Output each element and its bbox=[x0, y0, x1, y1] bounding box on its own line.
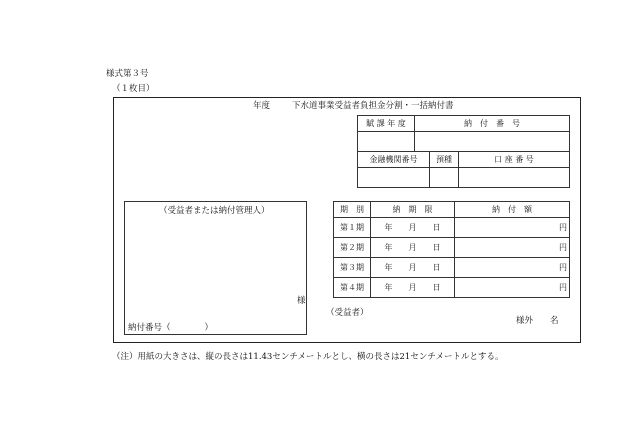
payer-honorific: 様 bbox=[297, 296, 306, 306]
form-frame bbox=[113, 97, 581, 343]
form-title: 下水道事業受益者負担金分割・一括納付書 bbox=[292, 101, 454, 111]
levy-table bbox=[357, 115, 570, 152]
beneficiary-others: 様外 名 bbox=[516, 316, 559, 326]
payment-number-label: 納付番号（ ） bbox=[128, 323, 214, 333]
bank-number-header: 金融機関番号 bbox=[358, 152, 430, 168]
due-date-header: 納 期 限 bbox=[371, 202, 455, 218]
amount-cell[interactable]: 円 bbox=[455, 218, 570, 238]
due-date-cell: 年 月 日 bbox=[371, 238, 455, 258]
period-table bbox=[333, 201, 570, 298]
due-date-cell: 年 月 日 bbox=[371, 218, 455, 238]
fiscal-year-label: 年度 bbox=[253, 101, 271, 111]
due-date-cell: 年 月 日 bbox=[371, 258, 455, 278]
size-note: （注）用紙の大きさは、縦の長さは11.43センチメートルとし、横の長さは21センチメートルとする。 bbox=[112, 352, 504, 362]
period-header: 期 別 bbox=[334, 202, 371, 218]
period-cell: 第４期 bbox=[334, 278, 371, 298]
payment-number-header: 納 付 番 号 bbox=[415, 116, 570, 132]
amount-header: 納 付 額 bbox=[455, 202, 570, 218]
period-cell: 第２期 bbox=[334, 238, 371, 258]
beneficiary-label: （受益者） bbox=[326, 308, 369, 318]
period-cell: 第３期 bbox=[334, 258, 371, 278]
due-date-cell: 年 月 日 bbox=[371, 278, 455, 298]
levy-year-cell[interactable] bbox=[358, 132, 415, 152]
payer-heading: （受益者または納付管理人） bbox=[159, 206, 270, 216]
amount-cell[interactable]: 円 bbox=[455, 238, 570, 258]
bank-table bbox=[357, 151, 570, 188]
payment-number-cell[interactable] bbox=[415, 132, 570, 152]
form-number: 様式第３号 bbox=[106, 69, 149, 79]
amount-cell[interactable]: 円 bbox=[455, 258, 570, 278]
copy-label: （１枚目） bbox=[112, 84, 155, 94]
account-number-header: 口 座 番 号 bbox=[459, 152, 570, 168]
account-number-cell[interactable] bbox=[459, 168, 570, 188]
period-cell: 第１期 bbox=[334, 218, 371, 238]
deposit-type-cell[interactable] bbox=[430, 168, 459, 188]
amount-cell[interactable]: 円 bbox=[455, 278, 570, 298]
bank-number-cell[interactable] bbox=[358, 168, 430, 188]
levy-year-header: 賦 課 年 度 bbox=[358, 116, 415, 132]
deposit-type-header: 預種 bbox=[430, 152, 459, 168]
payer-box bbox=[124, 201, 307, 335]
